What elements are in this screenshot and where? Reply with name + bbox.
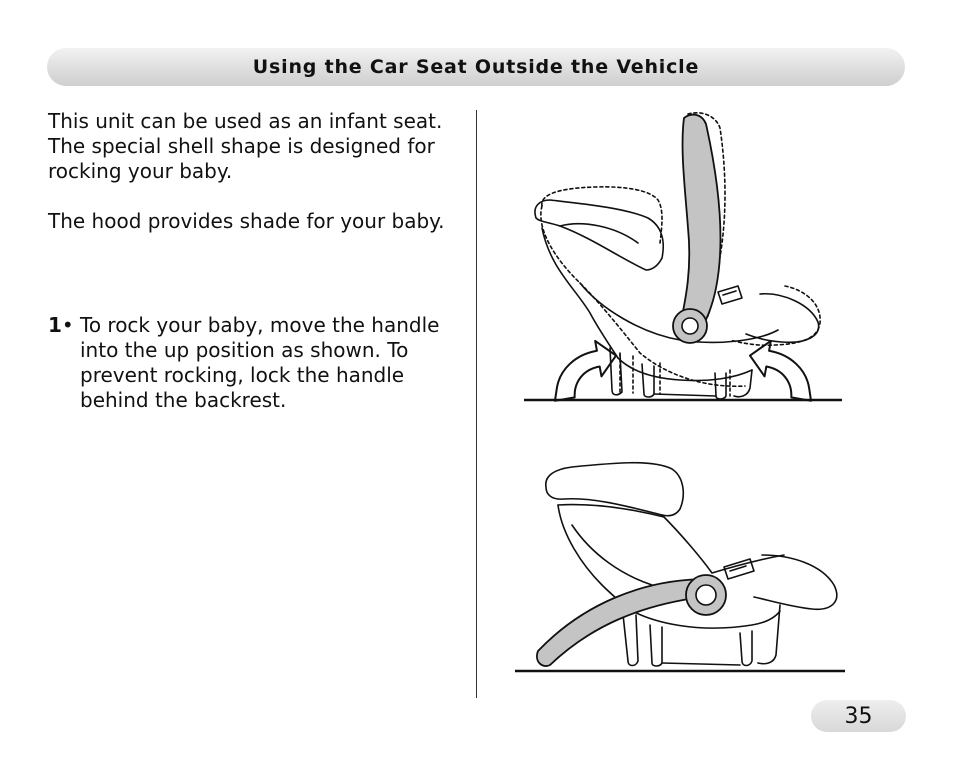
car-seat-locked-illustration bbox=[512, 455, 848, 677]
hood-inner bbox=[560, 224, 638, 243]
base-leg-mid bbox=[650, 625, 662, 666]
step-number-marker bbox=[48, 313, 80, 413]
rocked-hood-outline bbox=[542, 187, 662, 243]
base-bottom bbox=[662, 663, 740, 665]
page-number: 35 bbox=[844, 703, 873, 729]
shell-inner bbox=[572, 525, 652, 585]
buckle-slot-inner bbox=[723, 291, 736, 295]
seat-surface bbox=[662, 515, 784, 573]
base-leg-mid bbox=[642, 364, 654, 397]
hood-paragraph: The hood provides shade for your baby. bbox=[48, 209, 445, 233]
footrest bbox=[746, 294, 819, 343]
section-title: Using the Car Seat Outside the Vehicle bbox=[252, 56, 700, 78]
shell-back bbox=[542, 228, 618, 358]
carry-handle bbox=[537, 579, 708, 666]
carry-handle bbox=[680, 115, 721, 328]
shell-body bbox=[618, 358, 752, 381]
car-seat-rocking-illustration bbox=[520, 108, 846, 404]
step-1 bbox=[48, 313, 468, 413]
buckle-slot bbox=[718, 286, 742, 304]
intro-paragraph: This unit can be used as an infant seat. The special shell shape is designed for rocking your baby. bbox=[48, 109, 443, 183]
page-number-pill bbox=[811, 700, 906, 732]
footrest bbox=[754, 555, 837, 609]
rock-arrow-right-icon bbox=[744, 338, 820, 401]
step-text: To rock your baby, move the handle into the up position as shown. To prevent rocking, lock the handle behind the backrest. bbox=[80, 313, 440, 412]
step-number: 1 bbox=[48, 313, 62, 337]
column-divider bbox=[476, 110, 477, 698]
section-title-bar bbox=[47, 48, 905, 86]
handle-pivot-hole bbox=[682, 318, 698, 334]
base-bottom bbox=[654, 394, 716, 396]
hood bbox=[535, 200, 663, 270]
base-leg-rear bbox=[740, 631, 752, 666]
step-bullet: • bbox=[61, 313, 74, 337]
handle-pivot-hole bbox=[696, 585, 716, 605]
